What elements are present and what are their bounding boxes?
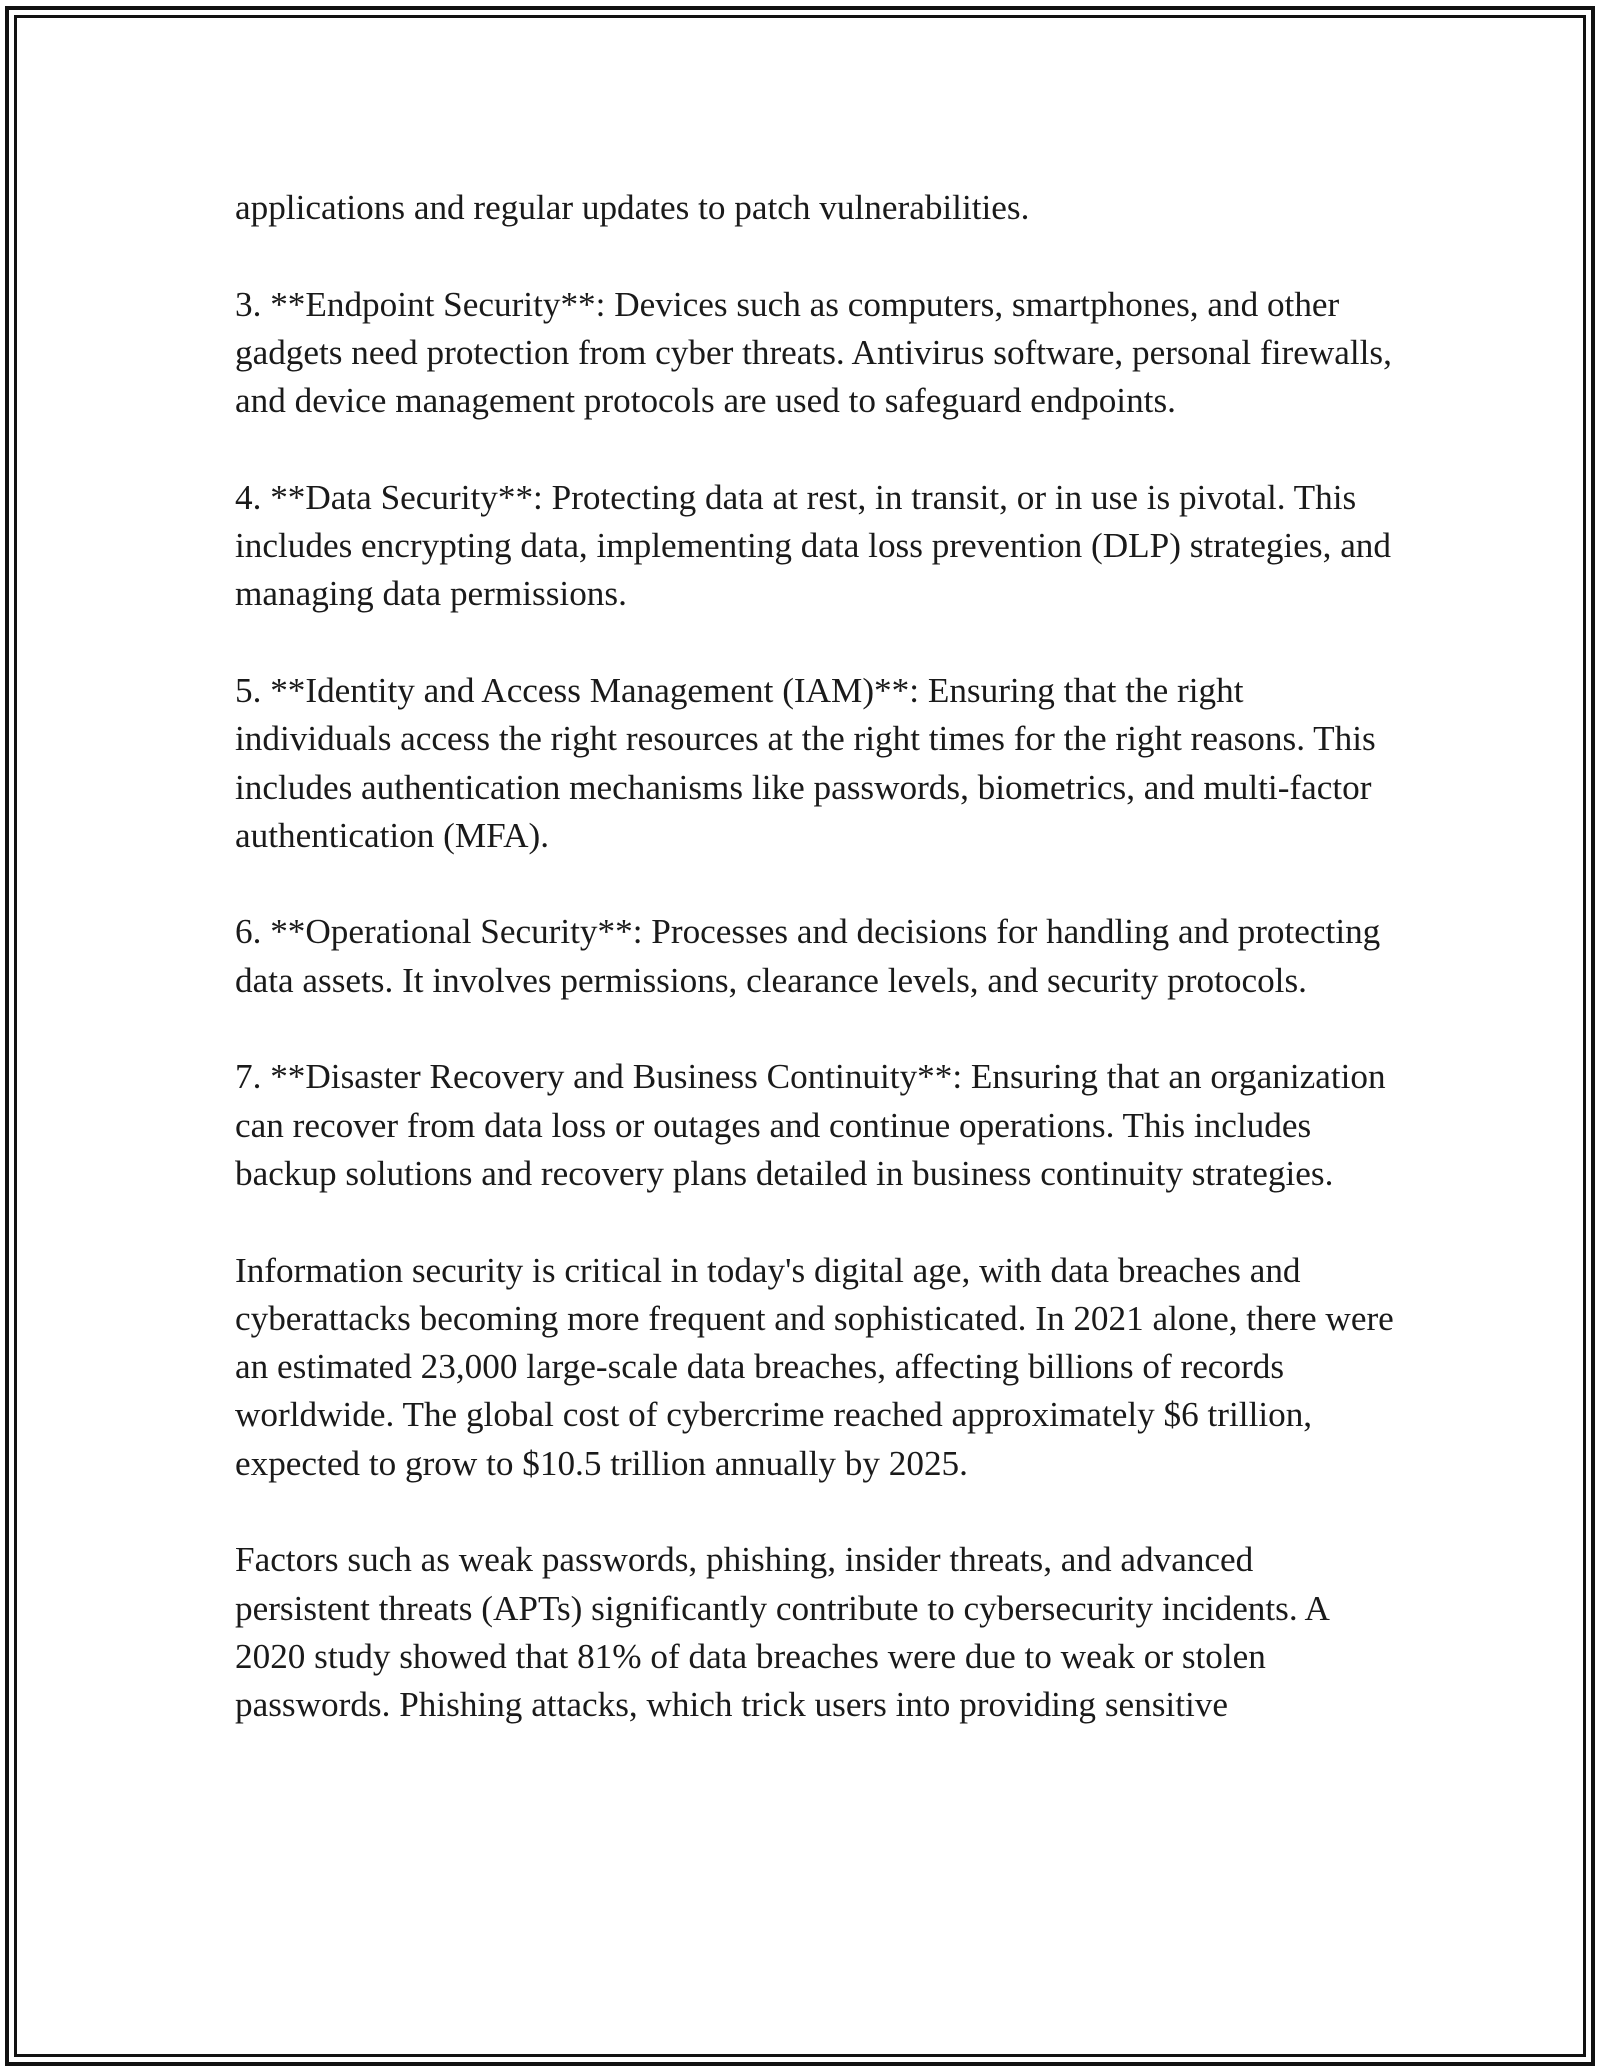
paragraph-identity-access-management: 5. **Identity and Access Management (IAM)**: Ensuring that the right individuals access the right resources at the right times for the right reasons. This includes authentication mechanisms like passwords, biometrics, and multi-factor authentication (MFA). (235, 670, 1376, 855)
paragraph-data-security: 4. **Data Security**: Protecting data at rest, in transit, or in use is pivotal. This includes encrypting data, implementing data loss prevention (DLP) strategies, and managing data permissions. (235, 477, 1391, 614)
paragraph-application-updates: applications and regular updates to patch vulnerabilities. (235, 188, 1030, 227)
document-body (235, 184, 1395, 1730)
paragraph-endpoint-security: 3. **Endpoint Security**: Devices such as computers, smartphones, and other gadgets need protection from cyber threats. Antivirus software, personal firewalls, and device management protocols are used to safeguard endpoints. (235, 284, 1392, 421)
paragraph-information-security-importance: Information security is critical in today's digital age, with data breaches and cyberattacks becoming more frequent and sophisticated. In 2021 alone, there were an estimated 23,000 large-scale data breaches, affecting billions of records worldwide. The global cost of cybercrime reached approximately $6 trillion, expected to grow to $10.5 trillion annually by 2025. (235, 1250, 1394, 1483)
paragraph-operational-security: 6. **Operational Security**: Processes and decisions for handling and protecting data assets. It involves permissions, clearance levels, and security protocols. (235, 912, 1381, 1000)
paragraph-incident-factors: Factors such as weak passwords, phishing, insider threats, and advanced persistent threats (APTs) significantly contribute to cybersecurity incidents. A 2020 study showed that 81% of data breaches were due to weak or stolen passwords. Phishing attacks, which trick users into providing sensitive (235, 1540, 1328, 1725)
paragraph-disaster-recovery: 7. **Disaster Recovery and Business Continuity**: Ensuring that an organization can recover from data loss or outages and continue operations. This includes backup solutions and recovery plans detailed in business continuity strategies. (235, 1057, 1386, 1193)
